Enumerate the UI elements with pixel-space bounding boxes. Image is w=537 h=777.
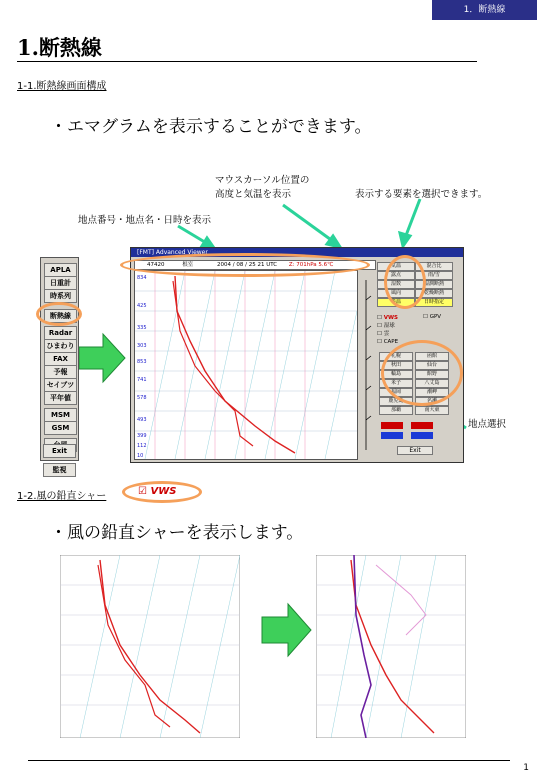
station-akita[interactable]: 秋田 <box>379 361 413 370</box>
station-naze[interactable]: 名瀬 <box>415 397 449 406</box>
station-kagoshima[interactable]: 鹿児島 <box>379 397 413 406</box>
highlight-elements <box>384 255 426 309</box>
wind-barbs <box>359 270 373 458</box>
section1-heading: 1-1.断熱線画面構成 <box>17 81 107 92</box>
checkbox-icon[interactable]: ☐ <box>377 315 382 321</box>
checkbox-icon[interactable]: ☐ <box>377 323 382 329</box>
note-mouse-position: マウスカーソル位置の 高度と気温を表示 <box>215 175 310 200</box>
page-title: 1.断熱線 <box>17 35 102 60</box>
info-date: 2004 / 08 / 25 21 UTC <box>217 262 278 268</box>
station-shionomisaki[interactable]: 潮岬 <box>415 388 449 397</box>
menu-forecast[interactable]: 予報 <box>44 365 77 379</box>
element-temp[interactable]: 気温 <box>377 262 415 271</box>
station-minamidaito[interactable]: 南大東 <box>415 406 449 415</box>
note-select-elements: 表示する要素を選択できます。 <box>355 189 488 200</box>
color-swatch-red[interactable] <box>381 422 403 429</box>
element-rain-snow[interactable]: 雨/雪 <box>415 271 453 280</box>
menu-item-2[interactable]: 日重計 <box>44 276 77 290</box>
station-wajima[interactable]: 輪島 <box>379 370 413 379</box>
element-depression[interactable]: 湿数 <box>377 280 415 289</box>
checkbox-list <box>377 314 398 346</box>
pressure-label: 578 <box>137 395 147 401</box>
pressure-label: 425 <box>137 303 147 309</box>
checkbox-wetbulb: ☐ 湿球 <box>377 323 395 329</box>
pressure-label: 834 <box>137 275 147 281</box>
menu-fax[interactable]: FAX <box>44 352 77 366</box>
pressure-label: 399 <box>137 433 147 439</box>
menu-item-3[interactable]: 時系列 <box>44 289 77 303</box>
pressure-label: 10 <box>137 453 144 459</box>
checkbox-icon[interactable]: ☐ <box>377 339 382 345</box>
checkbox-cloud: ☐ 雲 <box>377 331 390 337</box>
station-fukuoka[interactable]: 福岡 <box>379 388 413 397</box>
page-number: 1 <box>523 763 529 773</box>
menu-adiabatic[interactable]: 断熱線 <box>44 309 77 323</box>
note-station-info: 地点番号・地点名・日時を表示 <box>78 215 212 226</box>
app-menu <box>40 257 79 461</box>
exit-button[interactable]: Exit <box>397 446 433 455</box>
info-cursor: Z: 701hPa 5.6℃ <box>288 262 334 268</box>
menu-gsm[interactable]: GSM <box>44 421 77 435</box>
menu-watch[interactable]: 監視 <box>43 463 76 477</box>
color-swatch-blue-2[interactable] <box>411 432 433 439</box>
pressure-label: 335 <box>137 325 147 331</box>
color-swatch-blue[interactable] <box>381 432 403 439</box>
element-mixing[interactable]: 混合比 <box>415 262 453 271</box>
menu-item-9[interactable]: セイブツ <box>44 378 77 392</box>
section2-heading: 1-2.風の鉛直シャー <box>17 491 107 502</box>
element-dew[interactable]: 露点 <box>377 271 415 280</box>
checkbox-cape: ☐ CAPE <box>377 339 399 345</box>
pressure-label: 853 <box>137 359 147 365</box>
menu-normal[interactable]: 平年値 <box>44 391 77 405</box>
station-sendai[interactable]: 仙台 <box>415 361 449 370</box>
menu-apla[interactable]: APLA <box>44 263 77 277</box>
highlight-info-bar <box>120 253 370 277</box>
emagram-after <box>316 555 466 738</box>
station-yonago[interactable]: 米子 <box>379 379 413 388</box>
info-station-number: 47420 <box>147 262 165 268</box>
station-tateno[interactable]: 館野 <box>415 370 449 379</box>
checkbox-vws: ☐ VWS <box>377 315 398 321</box>
vws-checkbox[interactable]: ☑ VWS <box>138 486 177 497</box>
highlight-stations <box>381 340 463 406</box>
station-naha[interactable]: 那覇 <box>379 406 413 415</box>
section1-lead: ・エマグラムを表示することができます。 <box>50 117 372 137</box>
window-titlebar: [FMT] Advanced Viewer <box>131 248 463 257</box>
element-moist[interactable]: 湿潤断熱 <box>415 280 453 289</box>
element-datetime[interactable]: 日時指定 <box>415 298 453 307</box>
element-dry[interactable]: 乾燥断熱 <box>415 289 453 298</box>
section-tag: 1．断熱線 <box>432 0 537 20</box>
highlight-menu <box>36 302 82 326</box>
emagram-plot[interactable] <box>134 270 358 460</box>
checkbox-gpv[interactable]: ☐ GPV <box>423 314 442 320</box>
pressure-label: 303 <box>137 343 147 349</box>
element-wind[interactable]: 風向 <box>377 289 415 298</box>
menu-exit[interactable]: Exit <box>43 444 76 458</box>
menu-msm[interactable]: MSM <box>44 408 77 422</box>
station-hachijo[interactable]: 八丈島 <box>415 379 449 388</box>
checkbox-icon[interactable]: ☐ <box>377 331 382 337</box>
menu-radar[interactable]: Radar <box>44 326 77 340</box>
section2-lead: ・風の鉛直シャーを表示します。 <box>50 523 304 543</box>
note-station-select: 地点選択 <box>468 419 507 430</box>
emagram-before <box>60 555 240 738</box>
pressure-label: 741 <box>137 377 147 383</box>
footer-line <box>28 760 510 761</box>
pressure-label: 112 <box>137 443 147 449</box>
station-sapporo[interactable]: 札幌 <box>379 352 413 361</box>
menu-himawari[interactable]: ひまわり <box>44 339 77 353</box>
info-station-name: 根室 <box>182 262 194 268</box>
station-hakodate[interactable]: 函館 <box>415 352 449 361</box>
pressure-label: 493 <box>137 417 147 423</box>
color-swatch-red-2[interactable] <box>411 422 433 429</box>
element-isotherm[interactable]: 等温 <box>377 298 415 307</box>
